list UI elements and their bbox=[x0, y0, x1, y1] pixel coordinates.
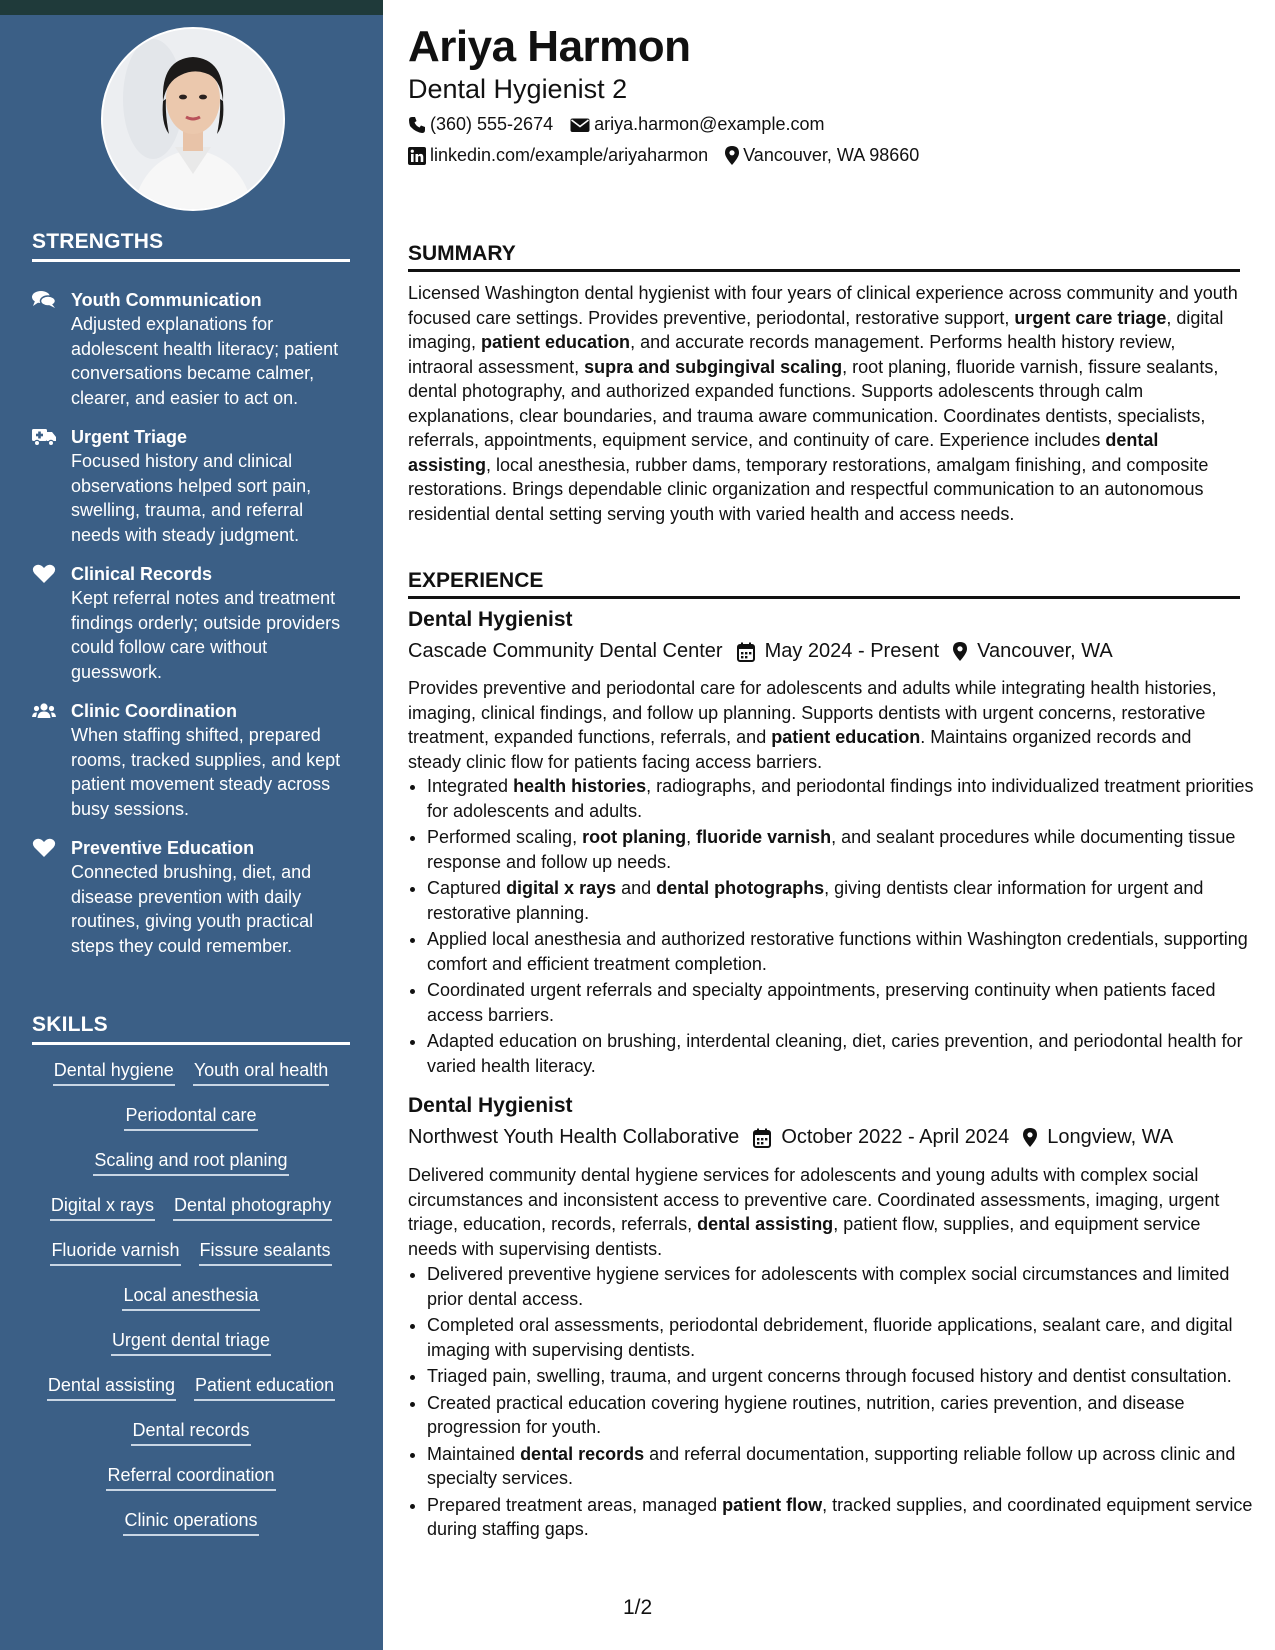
job-location: Vancouver, WA bbox=[977, 640, 1113, 662]
bullet-item bbox=[427, 774, 1259, 823]
job-dates: October 2022 - April 2024 bbox=[781, 1126, 1010, 1148]
strengths-heading: STRENGTHS bbox=[32, 230, 350, 262]
strength-item bbox=[32, 836, 352, 958]
phone-icon bbox=[408, 116, 426, 134]
map-pin-icon bbox=[725, 146, 739, 165]
bullet-item bbox=[427, 876, 1259, 925]
candidate-name: Ariya Harmon bbox=[408, 22, 691, 71]
text-segment: , local anesthesia, rubber dams, temporary restorations, amalgam finishing, and composite restorations. Brings dependable clinic organization and respectful communication to an autonomous residential dental setting serving youth with varied health and access needs. bbox=[408, 454, 1209, 524]
skill-row bbox=[32, 1463, 350, 1508]
strength-description: Connected brushing, diet, and disease prevention with daily routines, giving youth practical steps they could remember. bbox=[71, 862, 314, 956]
linkedin-url[interactable]: linkedin.com/example/ariyaharmon bbox=[430, 145, 709, 165]
skills-list bbox=[32, 1058, 350, 1553]
skill-row bbox=[32, 1373, 350, 1418]
job-title: Dental Hygienist bbox=[408, 1094, 573, 1117]
summary-text bbox=[408, 281, 1240, 526]
bold-text: dental assisting bbox=[408, 430, 1159, 475]
summary-heading: SUMMARY bbox=[408, 242, 1240, 272]
users-icon bbox=[32, 701, 56, 721]
calendar-icon bbox=[737, 642, 755, 662]
skill-row bbox=[32, 1103, 350, 1148]
job-location: Longview, WA bbox=[1047, 1126, 1174, 1148]
location-text: Vancouver, WA 98660 bbox=[743, 145, 920, 165]
text-segment: , and accurate records management. Performs health history review, intraoral assessment, bbox=[408, 332, 1176, 377]
job-bullets bbox=[408, 774, 1259, 1080]
skill-row bbox=[32, 1508, 350, 1553]
bullet-item bbox=[427, 825, 1259, 874]
text-segment: , digital imaging, bbox=[408, 307, 1224, 352]
job-meta bbox=[408, 640, 1127, 663]
strength-item bbox=[32, 562, 352, 684]
bold-text: patient flow bbox=[722, 1494, 823, 1515]
text-segment: Integrated bbox=[427, 776, 514, 796]
heart-icon bbox=[32, 564, 56, 584]
bullet-item bbox=[427, 1364, 1259, 1389]
calendar-icon bbox=[753, 1128, 771, 1148]
map-pin-icon bbox=[953, 642, 967, 661]
skill-tag: Local anesthesia bbox=[122, 1283, 259, 1311]
experience-heading: EXPERIENCE bbox=[408, 569, 1240, 599]
text-segment: , patient flow, supplies, and equipment service needs with supervising dentists. bbox=[408, 1214, 1201, 1259]
map-pin-icon bbox=[1023, 1128, 1037, 1147]
profile-photo bbox=[101, 27, 285, 211]
candidate-role: Dental Hygienist 2 bbox=[408, 74, 628, 104]
strength-item bbox=[32, 288, 352, 410]
heart-icon bbox=[32, 838, 56, 858]
email-address[interactable]: ariya.harmon@example.com bbox=[594, 114, 825, 134]
bold-text: dental assisting bbox=[697, 1214, 834, 1234]
text-segment: Applied local anesthesia and authorized restorative functions within Washington credentials, supporting comfort and efficient treatment completion. bbox=[427, 929, 1248, 974]
skill-row bbox=[32, 1328, 350, 1373]
bullet-item bbox=[427, 978, 1259, 1027]
text-segment: and bbox=[616, 878, 657, 898]
strength-title: Clinic Coordination bbox=[71, 701, 237, 721]
job-dates: May 2024 - Present bbox=[764, 640, 940, 662]
skill-tag: Patient education bbox=[194, 1373, 335, 1401]
bullet-item bbox=[427, 1029, 1259, 1078]
strength-item bbox=[32, 699, 352, 821]
skill-row bbox=[32, 1058, 350, 1103]
text-segment: Delivered preventive hygiene services for adolescents with complex social circumstances and limited prior dental access. bbox=[427, 1264, 1230, 1309]
strength-title: Preventive Education bbox=[71, 838, 255, 858]
email-contact bbox=[570, 114, 824, 135]
sidebar bbox=[0, 0, 383, 1650]
job-summary bbox=[408, 1163, 1240, 1261]
bullet-item bbox=[427, 1493, 1259, 1542]
page-number: 1/2 bbox=[623, 1596, 653, 1619]
text-segment: Delivered community dental hygiene services for adolescents and young adults with complex social circumstances and inconsistent access to preventive care. Coordinated assessments, imaging, urgent triage, education, records, referrals, bbox=[408, 1165, 1220, 1234]
text-segment: . Maintains organized records and steady clinic flow for patients facing access barriers. bbox=[408, 727, 1192, 772]
skill-tag: Dental records bbox=[131, 1418, 250, 1446]
text-segment: , root planing, fluoride varnish, fissure sealants, dental photography, and authorized expanded functions. Supports adolescents through calm explanations, clear boundaries, and trauma aware communication. Coordinates dentists, specialists, referrals, appointments, equipment service, and continuity of care. Experience includes bbox=[408, 356, 1219, 450]
text-segment: , bbox=[686, 827, 697, 847]
bold-text: patient education bbox=[481, 332, 631, 352]
text-segment: Triaged pain, swelling, trauma, and urgent concerns through focused history and dentist consultation. bbox=[427, 1366, 1232, 1386]
skill-tag: Dental photography bbox=[173, 1193, 332, 1221]
bold-text: patient education bbox=[771, 727, 921, 747]
phone-contact bbox=[408, 114, 553, 135]
bullet-item bbox=[427, 1313, 1259, 1362]
chat-bubbles-icon bbox=[32, 290, 56, 310]
text-segment: Performed scaling, bbox=[427, 827, 583, 847]
skill-tag: Youth oral health bbox=[193, 1058, 329, 1086]
bullet-item bbox=[427, 1391, 1259, 1440]
truck-medical-icon bbox=[32, 427, 56, 447]
job-summary bbox=[408, 676, 1240, 774]
skill-row bbox=[32, 1238, 350, 1283]
strength-item bbox=[32, 425, 352, 547]
skill-tag: Periodontal care bbox=[124, 1103, 257, 1131]
bold-text: fluoride varnish bbox=[696, 827, 832, 847]
text-segment: , tracked supplies, and coordinated equipment service during staffing gaps. bbox=[427, 1494, 1253, 1539]
job-company: Cascade Community Dental Center bbox=[408, 640, 723, 662]
text-segment: Created practical education covering hygiene routines, nutrition, caries prevention, and disease progression for youth. bbox=[427, 1392, 1185, 1437]
bullet-item bbox=[427, 1442, 1259, 1491]
job-meta bbox=[408, 1126, 1187, 1149]
strength-title: Clinical Records bbox=[71, 564, 213, 584]
linkedin-icon bbox=[408, 147, 426, 165]
strength-title: Youth Communication bbox=[71, 290, 262, 310]
bullet-item bbox=[427, 1262, 1259, 1311]
text-segment: Coordinated urgent referrals and specialty appointments, preserving continuity when patients faced access barriers. bbox=[427, 980, 1216, 1025]
contact-row-2 bbox=[408, 145, 936, 166]
text-segment: Adapted education on brushing, interdental cleaning, diet, caries prevention, and periodontal health for varied health literacy. bbox=[427, 1031, 1243, 1076]
text-segment: Prepared treatment areas, managed bbox=[427, 1494, 723, 1515]
bold-text: digital x rays bbox=[506, 878, 617, 898]
skill-tag: Clinic operations bbox=[123, 1508, 258, 1536]
text-segment: Captured bbox=[427, 878, 507, 898]
bold-text: dental photographs bbox=[656, 878, 825, 898]
job-dates-wrap bbox=[753, 1126, 1009, 1149]
sidebar-top-bar bbox=[0, 0, 383, 15]
skill-tag: Fluoride varnish bbox=[50, 1238, 180, 1266]
text-segment: and referral documentation, supporting reliable follow up across clinic and specialty services. bbox=[427, 1443, 1236, 1488]
linkedin-contact bbox=[408, 145, 708, 166]
skill-tag: Dental hygiene bbox=[53, 1058, 175, 1086]
profile-photo-image bbox=[103, 29, 283, 209]
skill-tag: Digital x rays bbox=[50, 1193, 155, 1221]
bold-text: dental records bbox=[520, 1443, 645, 1464]
job-location-wrap bbox=[953, 640, 1113, 663]
skill-row bbox=[32, 1193, 350, 1238]
strength-description: Adjusted explanations for adolescent health literacy; patient conversations became calmer, clearer, and easier to act on. bbox=[71, 314, 339, 408]
envelope-icon bbox=[570, 117, 590, 133]
location-contact bbox=[725, 145, 919, 166]
skill-tag: Scaling and root planing bbox=[93, 1148, 288, 1176]
job-company: Northwest Youth Health Collaborative bbox=[408, 1126, 740, 1148]
skill-row bbox=[32, 1283, 350, 1328]
job-bullets bbox=[408, 1262, 1259, 1544]
text-segment: , giving dentists clear information for urgent and restorative planning. bbox=[427, 878, 1204, 923]
job-location-wrap bbox=[1023, 1126, 1173, 1149]
strengths-list bbox=[32, 288, 352, 973]
text-segment: Licensed Washington dental hygienist with four years of clinical experience across community and youth focused care settings. Provides preventive, periodontal, restorative support, bbox=[408, 283, 1238, 328]
skill-row bbox=[32, 1148, 350, 1193]
strength-description: Focused history and clinical observations helped sort pain, swelling, trauma, and referral needs with steady judgment. bbox=[71, 451, 312, 545]
job-dates-wrap bbox=[737, 640, 940, 663]
strength-description: When staffing shifted, prepared rooms, tracked supplies, and kept patient movement steady across busy sessions. bbox=[71, 725, 341, 819]
text-segment: , radiographs, and periodontal findings into individualized treatment priorities for adolescents and adults. bbox=[427, 776, 1254, 821]
skill-tag: Dental assisting bbox=[47, 1373, 176, 1401]
bold-text: supra and subgingival scaling bbox=[584, 356, 843, 377]
skill-tag: Fissure sealants bbox=[199, 1238, 332, 1266]
phone-number: (360) 555-2674 bbox=[430, 114, 554, 134]
bold-text: health histories bbox=[513, 776, 647, 796]
strength-description: Kept referral notes and treatment findings orderly; outside providers could follow care without guesswork. bbox=[71, 588, 341, 682]
skill-row bbox=[32, 1418, 350, 1463]
text-segment: , and sealant procedures while documenting tissue response and follow up needs. bbox=[427, 827, 1236, 872]
text-segment: Provides preventive and periodontal care for adolescents and adults while integrating health histories, imaging, clinical findings, and follow up planning. Supports dentists with urgent concerns, restorative treatment, expanded functions, referrals, and bbox=[408, 678, 1217, 747]
skill-tag: Referral coordination bbox=[106, 1463, 275, 1491]
text-segment: Completed oral assessments, periodontal debridement, fluoride applications, sealant care, and digital imaging with supervising dentists. bbox=[427, 1315, 1233, 1360]
job-title: Dental Hygienist bbox=[408, 608, 573, 631]
text-segment: Maintained bbox=[427, 1443, 521, 1464]
bold-text: root planing bbox=[582, 827, 687, 847]
strength-title: Urgent Triage bbox=[71, 427, 188, 447]
skills-heading: SKILLS bbox=[32, 1013, 350, 1045]
bullet-item bbox=[427, 927, 1259, 976]
skill-tag: Urgent dental triage bbox=[111, 1328, 271, 1356]
bold-text: urgent care triage bbox=[1014, 307, 1167, 328]
contact-row-1 bbox=[408, 114, 841, 135]
